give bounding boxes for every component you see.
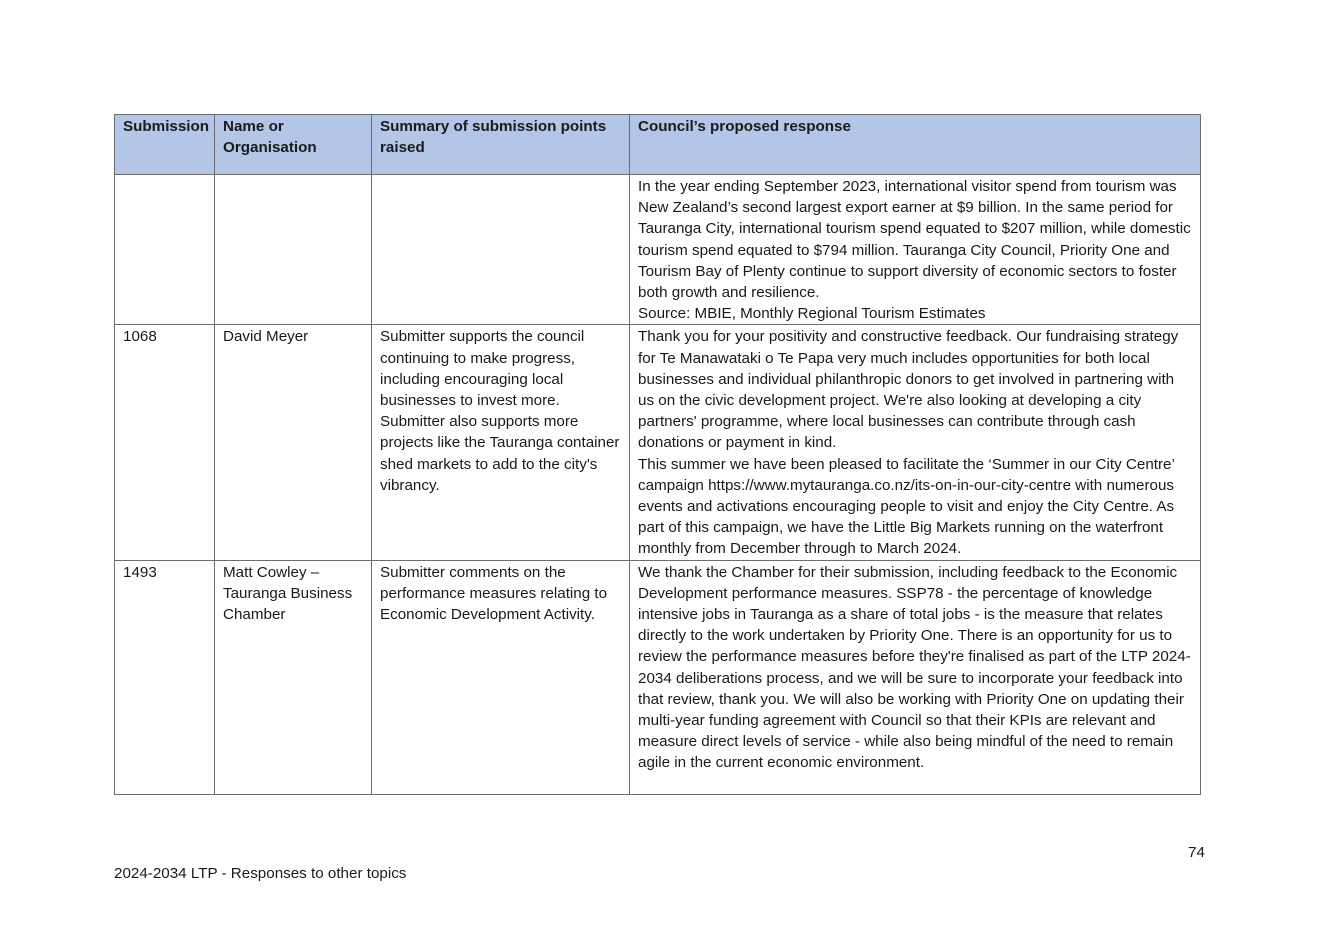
- cell-submission: 1493: [115, 560, 215, 794]
- cell-summary: Submitter supports the council continuing to make progress, including encouraging local businesses to invest more. Submitter also supports more projects like the Tauranga container shed markets to add to the city's vibrancy.: [372, 325, 630, 560]
- response-paragraph: Thank you for your positivity and constructive feedback. Our fundraising strategy for Te Manawataki o Te Papa very much includes opportunities for both local businesses and individual philanthropic donors to get involved in partnering with us on the civic development project. We're also looking at developing a city partners' programme, where local businesses can contribute through cash donations or payment in kind.: [638, 328, 1179, 452]
- cell-summary: Submitter comments on the performance measures relating to Economic Development Activity.: [372, 560, 630, 794]
- page-number: 74: [1188, 844, 1205, 861]
- response-paragraph: This summer we have been pleased to facilitate the ‘Summer in our City Centre’ campaign https://www.mytauranga.co.nz/its-on-in-our-city-centre with numerous events and activations encouraging people to visit and enjoy the City Centre. As part of this campaign, we have the Little Big Markets running on the waterfront monthly from December through to March 2024.: [638, 455, 1175, 558]
- cell-submission: [115, 175, 215, 325]
- submissions-table: [114, 114, 1201, 795]
- cell-response: [630, 175, 1201, 325]
- response-paragraph: We thank the Chamber for their submission, including feedback to the Economic Development performance measures. SSP78 - the percentage of knowledge intensive jobs in Tauranga as a share of total jobs - is the measure that relates directly to the work undertaken by Priority One. There is an opportunity for us to review the performance measures before they're finalised as part of the LTP 2024-2034 deliberations process, and we will be sure to incorporate your feedback into that review, thank you. We will also be working with Priority One on updating their multi-year funding agreement with Council so that their KPIs are relevant and measure direct levels of service - while also being mindful of the need to remain agile in the current economic environment.: [638, 563, 1191, 772]
- header-submission: Submission: [115, 115, 215, 175]
- response-source: Source: MBIE, Monthly Regional Tourism Estimates: [638, 305, 986, 323]
- cell-response: [630, 560, 1201, 794]
- table-header-row: [115, 115, 1201, 175]
- cell-submission: 1068: [115, 325, 215, 560]
- table-row: [115, 175, 1201, 325]
- table-row: [115, 560, 1201, 794]
- footer-document-title: 2024-2034 LTP - Responses to other topics: [114, 865, 407, 882]
- response-paragraph: In the year ending September 2023, international visitor spend from tourism was New Zealand’s second largest export earner at $9 billion. In the same period for Tauranga City, international tourism spend equated to $207 million, while domestic tourism spend equated to $794 million. Tauranga City Council, Priority One and Tourism Bay of Plenty continue to support diversity of economic sectors to foster both growth and resilience.: [638, 178, 1191, 302]
- cell-name: David Meyer: [215, 325, 372, 560]
- header-council-response: Council’s proposed response: [630, 115, 1201, 175]
- cell-summary: [372, 175, 630, 325]
- table-row: [115, 325, 1201, 560]
- cell-name: Matt Cowley – Tauranga Business Chamber: [215, 560, 372, 794]
- cell-response: [630, 325, 1201, 560]
- header-summary: Summary of submission points raised: [372, 115, 630, 175]
- cell-name: [215, 175, 372, 325]
- header-name-or-organisation: Name or Organisation: [215, 115, 372, 175]
